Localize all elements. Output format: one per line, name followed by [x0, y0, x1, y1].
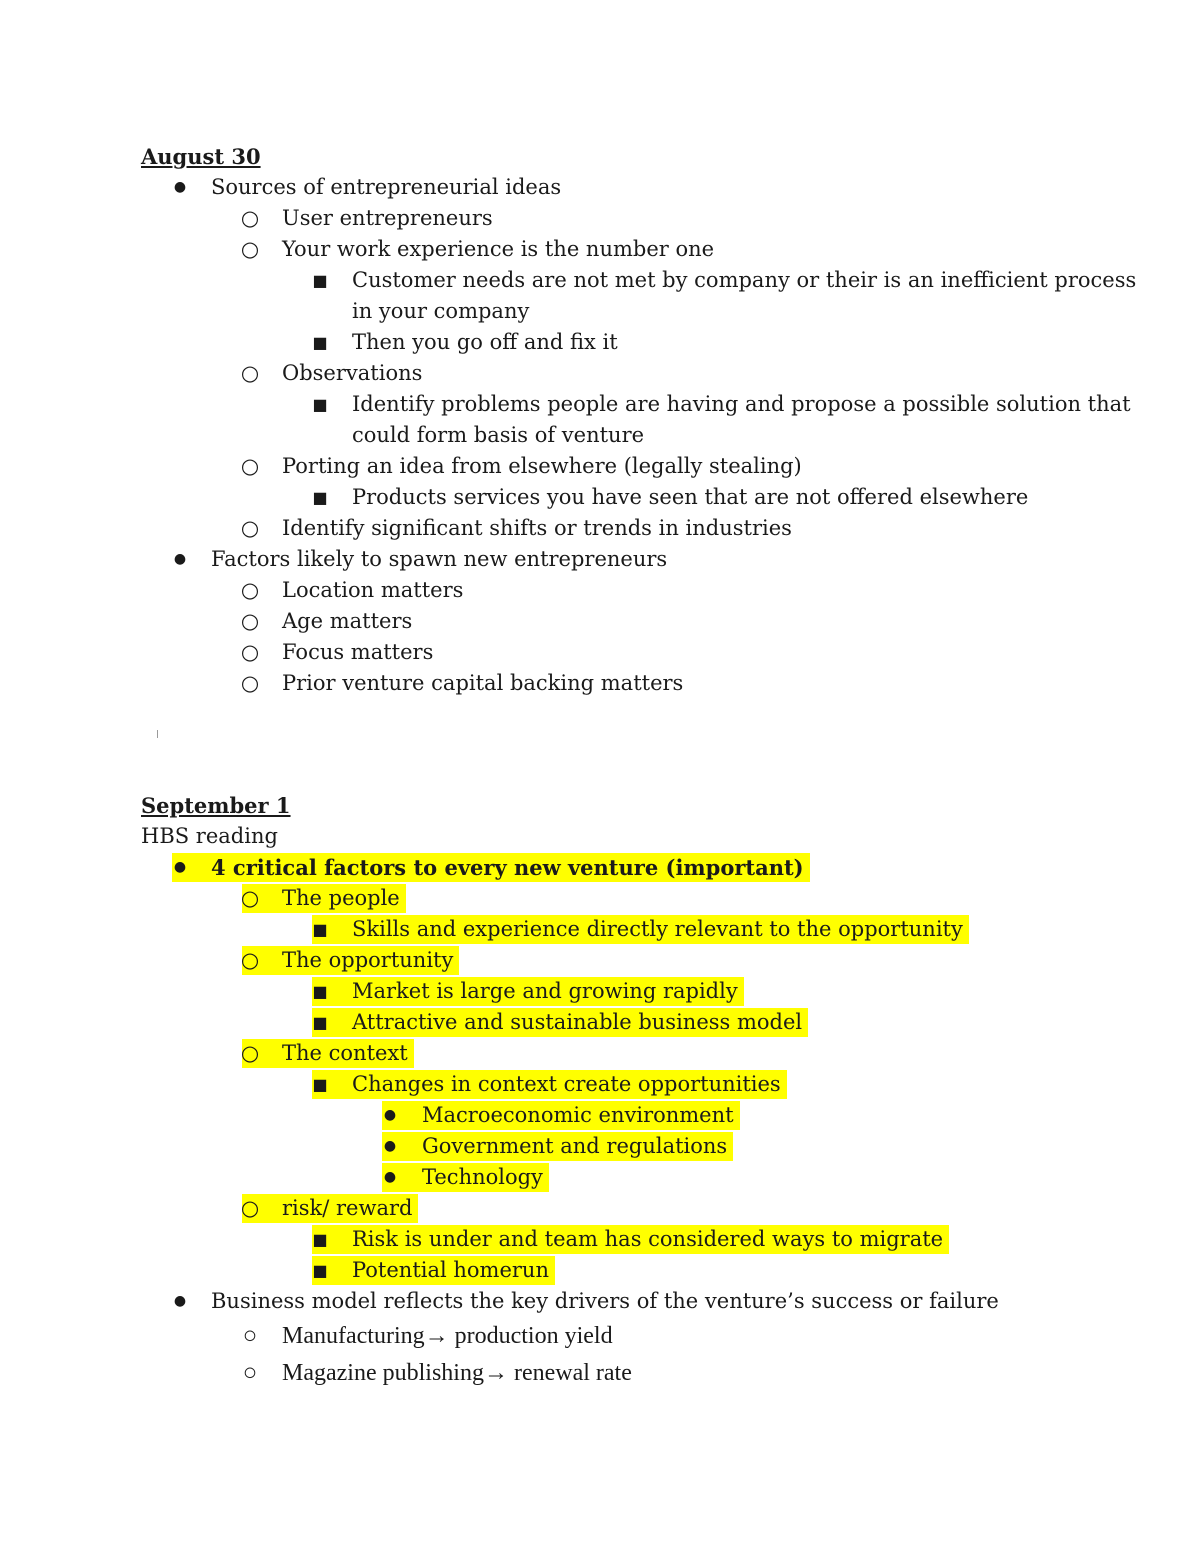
- list-item-text: 4 critical factors to every new venture (important): [211, 855, 804, 880]
- bullet-icon: ○: [240, 1196, 260, 1220]
- list-item-level-3: [0, 1255, 1200, 1286]
- list-item-level-1: [0, 852, 1200, 883]
- list-item-text: Government and regulations: [422, 1134, 728, 1158]
- list-item-text: Magazine publishing→ renewal rate: [282, 1360, 632, 1386]
- list-item-level-1: [0, 172, 1200, 203]
- bullet-icon: ○: [240, 206, 260, 230]
- list-item-level-2: [0, 1318, 1200, 1355]
- section-subheading: HBS reading: [141, 824, 278, 848]
- list-item-text: Macroeconomic environment: [422, 1103, 734, 1127]
- bullet-icon: ○: [240, 361, 260, 385]
- list-item-level-3: [0, 1007, 1200, 1038]
- list-item-level-2: [0, 513, 1200, 544]
- list-item-level-3: [0, 420, 1200, 451]
- list-item-text: Attractive and sustainable business model: [352, 1010, 803, 1034]
- list-item-text: Location matters: [282, 578, 464, 602]
- list-item-level-2: [0, 203, 1200, 234]
- list-item-level-3: [0, 482, 1200, 513]
- bullet-icon: ■: [312, 1230, 328, 1249]
- list-item-level-2: [0, 945, 1200, 976]
- bullet-icon: ○: [240, 578, 260, 602]
- list-item-level-4: [0, 1162, 1200, 1193]
- bullet-icon: ●: [383, 1169, 397, 1185]
- list-item-level-1: [0, 1286, 1200, 1317]
- bullet-icon: ○: [242, 1323, 258, 1349]
- list-item-text: User entrepreneurs: [282, 206, 493, 230]
- list-item-level-2: [0, 606, 1200, 637]
- list-item-level-2: [0, 451, 1200, 482]
- list-item-level-3: [0, 327, 1200, 358]
- bullet-icon: ○: [242, 1360, 258, 1386]
- bullet-icon: ●: [173, 859, 187, 875]
- bullet-icon: ■: [312, 1013, 328, 1032]
- list-item-text: Skills and experience directly relevant to the opportunity: [352, 917, 963, 941]
- list-item-level-3: [0, 914, 1200, 945]
- bullet-icon: ●: [173, 551, 187, 567]
- bullet-icon: ○: [240, 671, 260, 695]
- bullet-icon: ■: [312, 920, 328, 939]
- list-item-text: Business model reflects the key drivers of the venture’s success or failure: [211, 1289, 999, 1313]
- list-item-text: in your company: [352, 299, 530, 323]
- bullet-icon: ○: [240, 948, 260, 972]
- list-item-text: Identify significant shifts or trends in industries: [282, 516, 792, 540]
- list-item-text: Identify problems people are having and propose a possible solution that: [352, 392, 1131, 416]
- stray-mark: [157, 730, 158, 738]
- section-heading: August 30: [141, 144, 261, 169]
- list-item-text: Technology: [422, 1165, 543, 1189]
- list-item-level-3: [0, 1069, 1200, 1100]
- list-item-text: Products services you have seen that are not offered elsewhere: [352, 485, 1029, 509]
- bullet-icon: ■: [312, 333, 328, 352]
- bullet-icon: ■: [312, 982, 328, 1001]
- bullet-icon: ○: [240, 237, 260, 261]
- list-item-text: Customer needs are not met by company or their is an inefficient process: [352, 268, 1137, 292]
- bullet-icon: ●: [173, 179, 187, 195]
- list-item-level-2: [0, 668, 1200, 699]
- bullet-icon: ○: [240, 609, 260, 633]
- list-item-text: Factors likely to spawn new entrepreneurs: [211, 547, 668, 571]
- bullet-icon: ○: [240, 1041, 260, 1065]
- list-item-text: Market is large and growing rapidly: [352, 979, 738, 1003]
- list-item-text: Then you go off and fix it: [352, 330, 618, 354]
- list-item-text: Sources of entrepreneurial ideas: [211, 175, 562, 199]
- list-item-text: Manufacturing→ production yield: [282, 1323, 613, 1349]
- bullet-icon: ○: [240, 886, 260, 910]
- list-item-text: The people: [282, 886, 400, 910]
- bullet-icon: ■: [312, 1075, 328, 1094]
- section-heading: September 1: [141, 793, 291, 818]
- list-item-level-3: [0, 389, 1200, 420]
- list-item-text: The opportunity: [282, 948, 454, 972]
- list-item-level-2: [0, 234, 1200, 265]
- bullet-icon: ●: [383, 1138, 397, 1154]
- list-item-level-4: [0, 1100, 1200, 1131]
- bullet-icon: ■: [312, 488, 328, 507]
- list-item-level-2: [0, 1038, 1200, 1069]
- list-item-text: Risk is under and team has considered ways to migrate: [352, 1227, 944, 1251]
- bullet-icon: ●: [173, 1293, 187, 1309]
- bullet-icon: ■: [312, 1261, 328, 1280]
- list-item-text: Potential homerun: [352, 1258, 549, 1282]
- list-item-level-2: [0, 1193, 1200, 1224]
- list-item-level-2: [0, 358, 1200, 389]
- list-item-text: risk/ reward: [282, 1196, 413, 1220]
- bullet-icon: ○: [240, 640, 260, 664]
- list-item-level-2: [0, 637, 1200, 668]
- bullet-icon: ■: [312, 395, 328, 414]
- list-item-text: The context: [282, 1041, 408, 1065]
- list-item-level-4: [0, 1131, 1200, 1162]
- bullet-icon: ○: [240, 516, 260, 540]
- bullet-icon: ○: [240, 454, 260, 478]
- list-item-text: Changes in context create opportunities: [352, 1072, 781, 1096]
- list-item-text: Age matters: [282, 609, 413, 633]
- list-item-level-2: [0, 883, 1200, 914]
- list-item-text: Observations: [282, 361, 423, 385]
- list-item-level-3: [0, 265, 1200, 296]
- list-item-level-2: [0, 575, 1200, 606]
- list-item-text: Porting an idea from elsewhere (legally stealing): [282, 454, 802, 478]
- list-item-level-3: [0, 1224, 1200, 1255]
- list-item-text: Your work experience is the number one: [282, 237, 715, 261]
- list-item-level-2: [0, 1355, 1200, 1392]
- list-item-text: could form basis of venture: [352, 423, 645, 447]
- list-item-level-1: [0, 544, 1200, 575]
- bullet-icon: ■: [312, 271, 328, 290]
- list-item-level-3: [0, 976, 1200, 1007]
- list-item-text: Focus matters: [282, 640, 434, 664]
- list-item-text: Prior venture capital backing matters: [282, 671, 684, 695]
- list-item-level-3: [0, 296, 1200, 327]
- bullet-icon: ●: [383, 1107, 397, 1123]
